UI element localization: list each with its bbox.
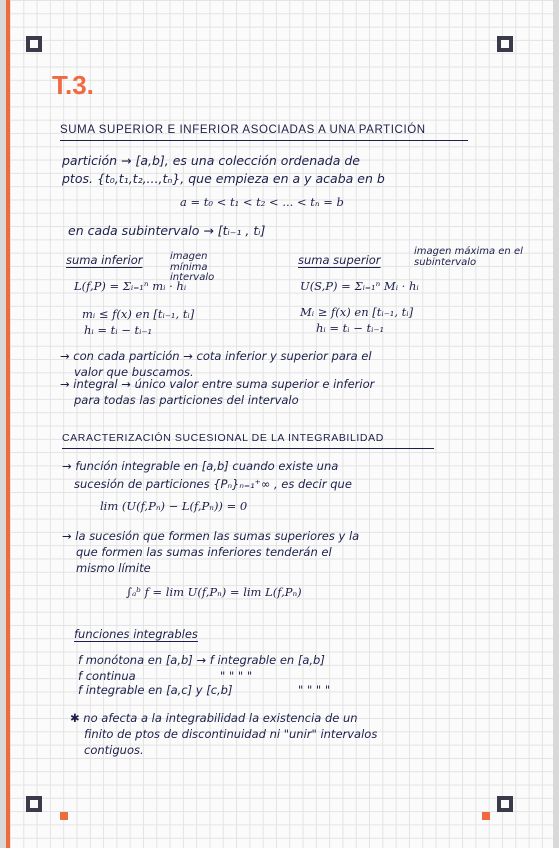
star-note-line-3: contiguos. (84, 743, 144, 757)
note-b-line-2: para todas las particiones del intervalo (74, 393, 299, 407)
section2-heading: CARACTERIZACIÓN SUCESIONAL DE LA INTEGRABILIDAD (62, 432, 384, 444)
integrable-rule-2-ditto: " " " " (220, 669, 253, 683)
inferior-note: imagen mínima intervalo (170, 251, 215, 283)
integrable-rule-3-label: f integrable en [a,c] y [c,b] (78, 683, 233, 697)
partition-line-2: ptos. {t₀,t₁,t₂,...,tₙ}, que empieza en a y acaba en b (62, 171, 385, 186)
inferior-formula: L(f,P) = Σᵢ₌₁ⁿ mᵢ · hᵢ (74, 279, 187, 293)
subinterval-line: en cada subintervalo → [tᵢ₋₁ , tᵢ] (68, 223, 266, 238)
section2-heading-underline (62, 448, 434, 449)
section1-heading: SUMA SUPERIOR E INFERIOR ASOCIADAS A UNA PARTICIÓN (60, 124, 426, 136)
note-b-line-1: → integral → único valor entre suma superior e inferior (60, 377, 375, 391)
integral-equality: ∫ₐᵇ f = lim U(f,Pₙ) = lim L(f,Pₙ) (126, 585, 302, 599)
integrable-rule-3-ditto: " " " " (298, 683, 331, 697)
inferior-cond-2: hᵢ = tᵢ − tᵢ₋₁ (84, 323, 153, 337)
sucesional-line-1: → función integrable en [a,b] cuando existe una (62, 459, 339, 473)
integrable-rule-2-label: f continua (78, 669, 136, 683)
sucesional-line-3: → la sucesión que formen las sumas superiores y la (62, 529, 360, 543)
section3-heading: funciones integrables (74, 627, 198, 641)
limit-condition: lim (U(f,Pₙ) − L(f,Pₙ)) = 0 (100, 499, 248, 513)
section1-heading-underline (60, 140, 468, 141)
inferior-cond-1: mᵢ ≤ f(x) en [tᵢ₋₁, tᵢ] (82, 307, 195, 321)
integrable-rule-1: f monótona en [a,b] → f integrable en [a,b] (78, 653, 325, 667)
corner-mark-bottom-right (497, 796, 513, 812)
superior-cond-1: Mᵢ ≥ f(x) en [tᵢ₋₁, tᵢ] (300, 305, 414, 319)
corner-mark-top-left (26, 36, 42, 52)
superior-formula: U(S,P) = Σᵢ₌₁ⁿ Mᵢ · hᵢ (300, 279, 419, 293)
sucesional-line-2: sucesión de particiones {Pₙ}ₙ₌₁⁺∞ , es decir que (74, 477, 352, 491)
sucesional-line-4: que formen las sumas inferiores tenderán el (76, 545, 332, 559)
sucesional-line-5: mismo límite (76, 561, 151, 575)
corner-mark-bottom-left (26, 796, 42, 812)
note-a-line-2: valor que buscamos. (74, 365, 194, 379)
orange-square-left (60, 812, 68, 820)
corner-mark-top-right (497, 36, 513, 52)
star-note-line-2: finito de ptos de discontinuidad ni "unir" intervalos (84, 727, 378, 741)
inferior-label: suma inferior (66, 253, 143, 267)
superior-label: suma superior (298, 253, 381, 267)
note-a-line-1: → con cada partición → cota inferior y superior para el (60, 349, 372, 363)
partition-chain: a = t₀ < t₁ < t₂ < ... < tₙ = b (180, 195, 344, 209)
superior-cond-2: hᵢ = tᵢ − tᵢ₋₁ (316, 321, 385, 335)
page-title: T.3. (52, 70, 94, 100)
partition-line-1: partición → [a,b], es una colección ordenada de (62, 153, 360, 168)
star-note-line-1: ✱ no afecta a la integrabilidad la existencia de un (70, 711, 358, 725)
superior-note: imagen máxima en el subintervalo (414, 246, 523, 268)
orange-square-right (482, 812, 490, 820)
